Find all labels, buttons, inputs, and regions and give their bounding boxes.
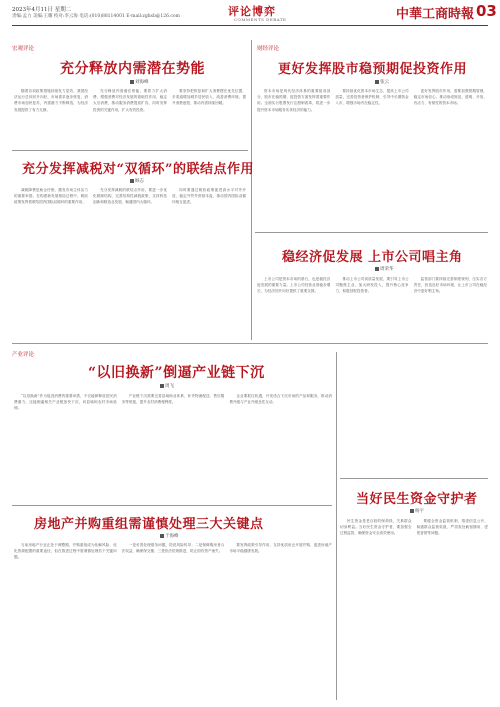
article-byline: 周荣华	[375, 266, 394, 272]
article-title: 房地产并购重组需谨慎处理三大关键点	[34, 517, 264, 532]
paragraph: 更好发挥股市作用，需要加强预期管理，稳定市场信心，推动形成规范、透明、开放、有活力、有韧性的资本市场。	[413, 89, 487, 106]
paragraph: 充分发挥减税的联结点作用，要进一步优化税制结构，完善结构性减税政策，支持科技创新和制造业发展，畅通国内大循环。	[93, 188, 167, 205]
paragraph: 民生资金是老百姓的保命钱，关系群众切身利益。当好民生资金守护者，要加强全过程监管，确保资金安全高效使用。	[340, 519, 412, 536]
paragraph: 要发挥政策引导作用，支持优质房企开展并购，促进房地产市场平稳健康发展。	[229, 543, 333, 554]
paragraph: 一是妥善处理债务问题，防范风险传导；二是保障购房者合法权益，确保保交楼；三是依法依规推进，防止国有资产流失。	[121, 543, 225, 554]
article-divider	[12, 505, 332, 506]
date-line: 2023年4月11日 星期二	[12, 7, 72, 13]
paragraph: 减税降费是助企纾困、激发市场主体活力的重要举措。在构建新发展格局过程中，税收政策发挥着联结国内国际双循环的重要作用。	[14, 188, 88, 205]
page-header	[0, 0, 500, 28]
article-body	[340, 518, 488, 702]
section-label: 产业评论	[12, 352, 35, 358]
paragraph: “以旧换新”作为促进消费的重要举措，不仅能够释放居民消费潜力，还能倒逼相关产业链加快下沉，向县域和农村市场延伸。	[14, 394, 117, 411]
masthead: 中華工商時報	[396, 7, 475, 22]
article-byline: 顾志	[130, 178, 144, 184]
paragraph: 要坚持把恢复和扩大消费摆在优先位置，多渠道增加城乡居民收入，改善消费环境，提升消费意愿，推动内需持续回暖。	[172, 89, 246, 106]
section-label: 财经评论	[257, 46, 280, 52]
column-divider	[336, 352, 337, 700]
article-byline: 周飞	[160, 383, 174, 389]
article-title: 更好发挥股市稳预期促投资作用	[278, 62, 468, 77]
section-title-en: COMMENTS DEBATE	[234, 17, 287, 22]
page-number: 03	[476, 2, 497, 20]
paragraph: 当前房地产行业正处于调整期，并购重组成为化解风险、优化资源配置的重要途径，但在推进过程中需谨慎处理若干关键问题。	[14, 543, 117, 560]
article-title: 当好民生资金守护者	[356, 492, 478, 507]
paragraph: 企业要抓住机遇，开发适合下沉市场的产品和服务，推动消费升级与产业升级良性互动。	[229, 394, 333, 405]
section-label: 宏观评论	[12, 46, 35, 52]
paragraph: 产业链下沉需要完善县域商业体系，补齐物流配送、售后服务等短板，提升农村消费便利度。	[121, 394, 225, 405]
article-divider	[255, 232, 488, 233]
article-divider	[340, 478, 488, 479]
article-body	[14, 393, 332, 501]
editor-line: 责编:孟力 美编:王耀 校对:李云海 电话:(010)88114001 E-mail:zghsb@126.com	[12, 14, 180, 19]
article-byline: 刘海峰	[130, 79, 149, 85]
paragraph: 同时要通过税收政策促进高水平对外开放，稳定外贸外资基本盘，推动国内国际双循环相互促进。	[172, 188, 246, 205]
article-body	[257, 276, 487, 338]
paragraph: 充分释放内需潜在势能，要着力扩大消费，增强消费对经济发展的基础性作用，稳定大宗消费，推动服务消费提质扩容，同时发挥投资的关键作用，扩大有效投资。	[93, 89, 167, 112]
paragraph: 资本市场是现代经济体系的重要组成部分，股市在稳预期、促投资方面发挥着重要作用。全面实行股票发行注册制改革，将进一步提升资本市场服务实体经济的能力。	[257, 89, 331, 112]
article-body	[14, 542, 332, 702]
article-title: 稳经济促发展 上市公司唱主角	[282, 250, 463, 265]
paragraph: 上市公司是资本市场的基石，也是稳经济促发展的重要力量。上市公司经营业绩稳步增长，为经济回升向好提供了重要支撑。	[257, 277, 331, 294]
section-divider	[12, 343, 488, 344]
article-byline: 于海峰	[160, 533, 179, 539]
article-divider	[12, 150, 248, 151]
article-byline: 杨宇	[410, 508, 424, 514]
paragraph: 要健全资金监管机制，推进信息公开，畅通群众监督渠道，严肃查处截留挪用、虚报冒领等问题。	[416, 519, 488, 536]
paragraph: 要持续优化资本市场生态，提高上市公司质量，完善投资者保护机制，引导中长期资金入市，增强市场内在稳定性。	[335, 89, 409, 106]
article-body	[257, 88, 487, 228]
article-title: “以旧换新”倒逼产业链下沉	[88, 365, 265, 381]
header-rule	[12, 25, 488, 26]
article-title: 充分发挥减税对“双循环”的联结点作用	[22, 162, 254, 177]
section-title: 评论博弈	[228, 5, 276, 18]
article-body	[14, 88, 246, 146]
paragraph: 随着各项政策措施持续发力显效，我国经济运行总体回升向好，市场需求逐步恢复，消费市场加快复苏，内需潜力不断释放，为经济发展提供了有力支撑。	[14, 89, 88, 112]
article-body	[14, 187, 246, 337]
article-byline: 张云	[375, 79, 389, 85]
paragraph: 推动上市公司高质量发展，要引导上市公司聚焦主业，加大研发投入，提升核心竞争力，积极回报投资者。	[335, 277, 409, 294]
article-title: 充分释放内需潜在势能	[60, 61, 205, 77]
paragraph: 监管部门要持续完善制度规则，压实各方责任，营造良好市场环境，让上市公司在稳经济中更好唱主角。	[413, 277, 487, 294]
column-divider	[251, 40, 252, 340]
